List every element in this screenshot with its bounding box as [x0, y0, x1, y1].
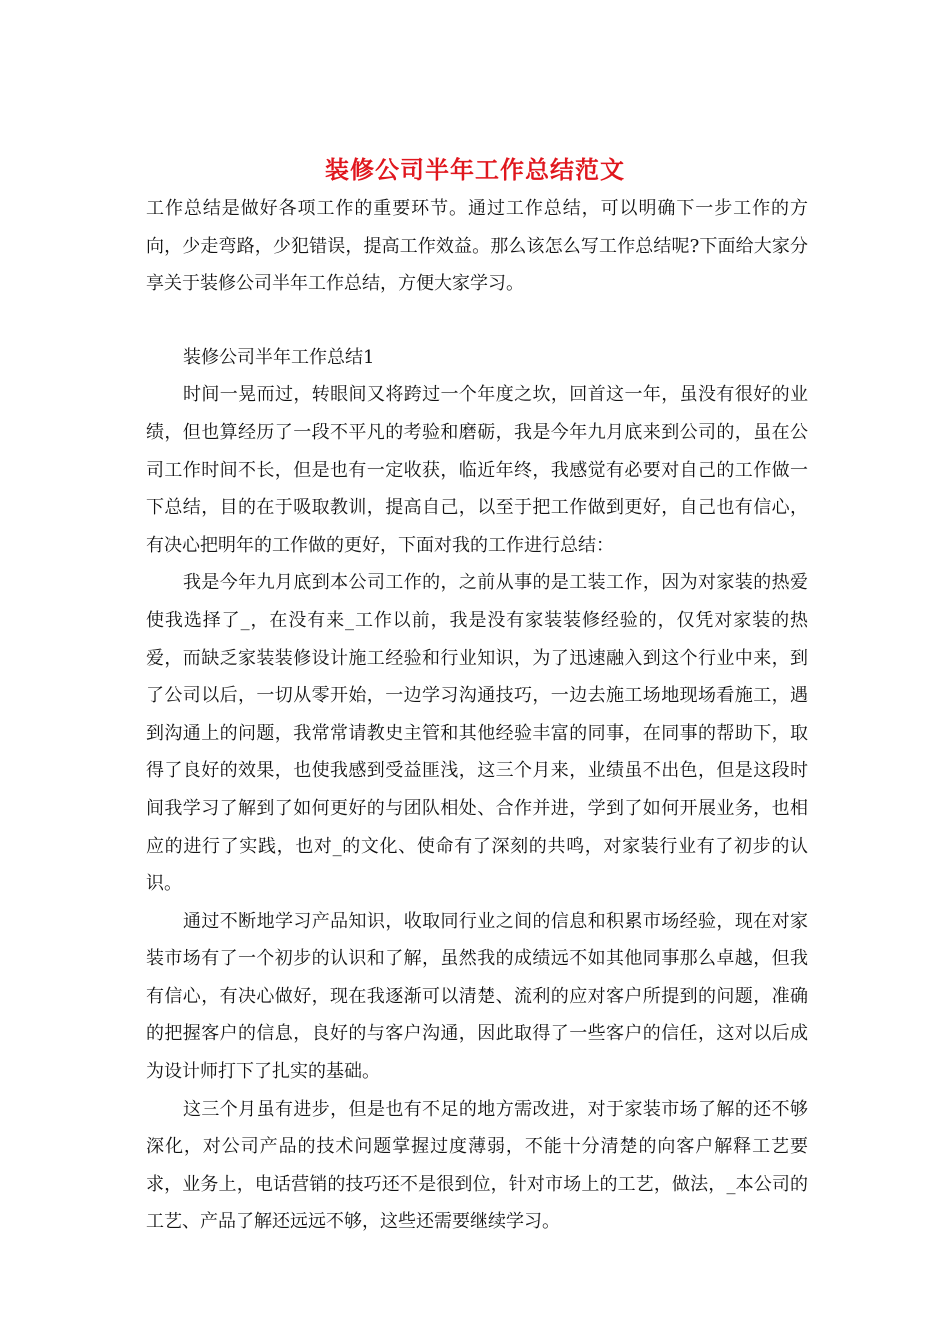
paragraph-spacer	[146, 303, 808, 339]
document-title: 装修公司半年工作总结范文	[325, 155, 625, 184]
body-paragraph-4: 这三个月虽有进步，但是也有不足的地方需改进，对于家装市场了解的还不够深化，对公司产品的技术问题掌握过度薄弱，不能十分清楚的向客户解释工艺要求，业务上，电话营销的技巧还不是很到位，针对市场上的工艺，做法，_本公司的工艺、产品了解还远远不够，这些还需要继续学习。	[146, 1098, 808, 1233]
document-body	[146, 190, 808, 1241]
section-heading: 装修公司半年工作总结1	[183, 346, 375, 368]
body-paragraph-2: 我是今年九月底到本公司工作的，之前从事的是工装工作，因为对家装的热爱使我选择了_，在没有来_工作以前，我是没有家装装修经验的，仅凭对家装的热爱，而缺乏家装装修设计施工经验和行业知识，为了迅速融入到这个行业中来，到了公司以后，一切从零开始，一边学习沟通技巧，一边去施工场地现场看施工，遇到沟通上的问题，我常常请教史主管和其他经验丰富的同事，在同事的帮助下，取得了良好的效果，也使我感到受益匪浅，这三个月来，业绩虽不出色，但是这段时间我学习了解到了如何更好的与团队相处、合作并进，学到了如何开展业务，也相应的进行了实践，也对_的文化、使命有了深刻的共鸣，对家装行业有了初步的认识。	[146, 572, 808, 895]
body-paragraph-3: 通过不断地学习产品知识，收取同行业之间的信息和积累市场经验，现在对家装市场有了一个初步的认识和了解，虽然我的成绩远不如其他同事那么卓越，但我有信心，有决心做好，现在我逐渐可以清楚、流利的应对客户所提到的问题，准确的把握客户的信息，良好的与客户沟通，因此取得了一些客户的信任，这对以后成为设计师打下了扎实的基础。	[146, 910, 808, 1083]
body-paragraph-1: 时间一晃而过，转眼间又将跨过一个年度之坎，回首这一年，虽没有很好的业绩，但也算经历了一段不平凡的考验和磨砺，我是今年九月底来到公司的，虽在公司工作时间不长，但是也有一定收获，临近年终，我感觉有必要对自己的工作做一下总结，目的在于吸取教训，提高自己，以至于把工作做到更好，自己也有信心，有决心把明年的工作做的更好，下面对我的工作进行总结：	[146, 384, 808, 556]
intro-paragraph: 工作总结是做好各项工作的重要环节。通过工作总结，可以明确下一步工作的方向，少走弯路，少犯错误，提高工作效益。那么该怎么写工作总结呢?下面给大家分享关于装修公司半年工作总结，方便大家学习。	[146, 198, 808, 295]
